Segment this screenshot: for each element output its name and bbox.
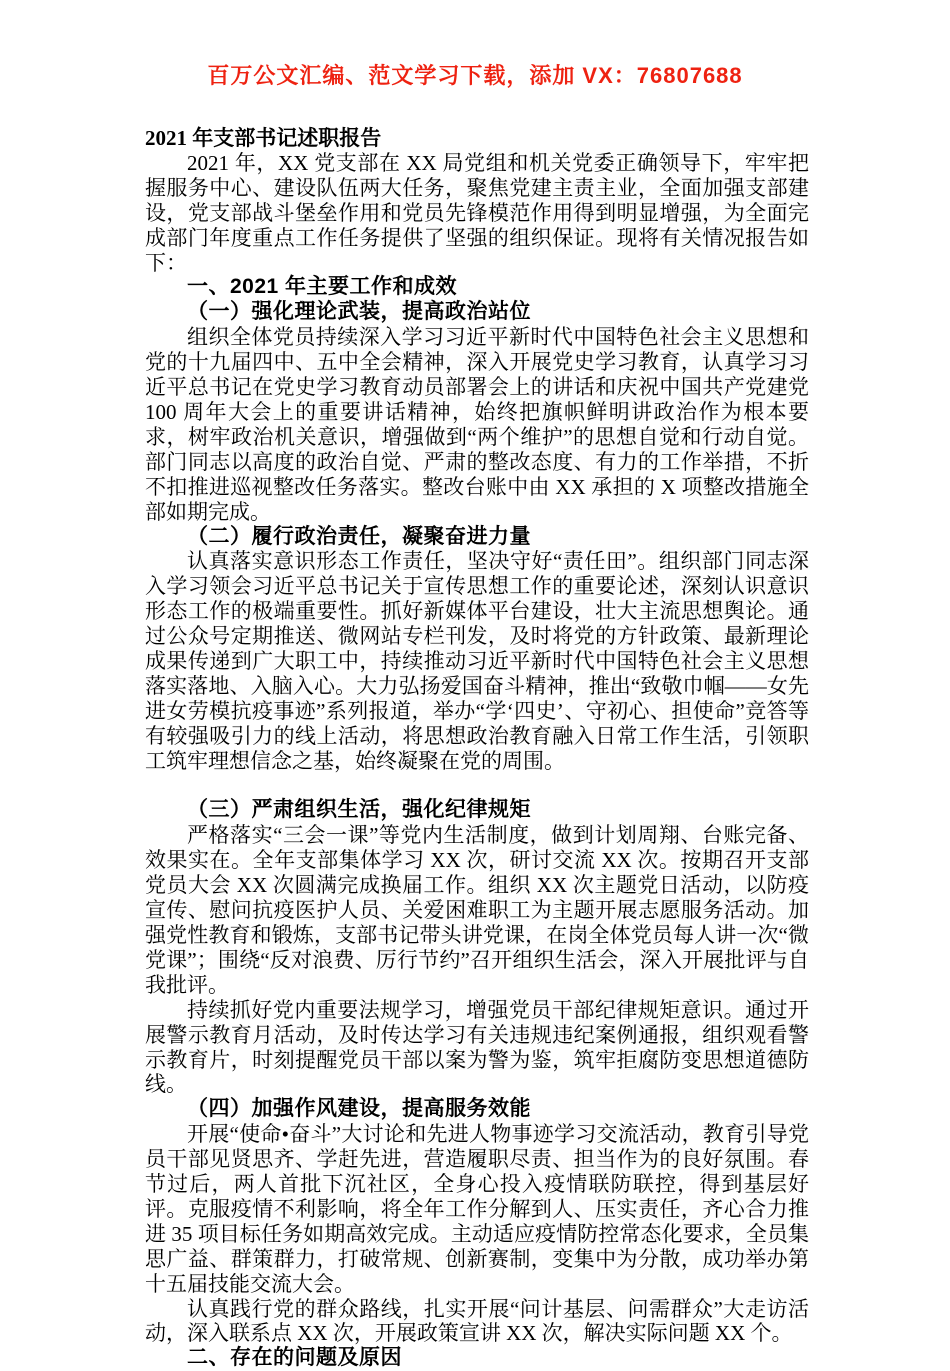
section-heading: （一）强化理论武装，提高政治站位 [187,300,531,324]
promo-banner-text: 百万公文汇编、范文学习下载，添加 VX：76807688 [207,63,743,88]
body-paragraph: 2021 年，XX 党支部在 XX 局党组和机关党委正确领导下，牢牢把握服务中心、建设队伍两大任务，聚焦党建主责主业，全面加强支部建设，党支部战斗堡垒作用和党员先锋模范作用得到明显增强，为全面完成部门年度重点工作任务提供了坚强的组织保证。现将有关情况报告如下： [145,150,809,275]
body-paragraph: 认真践行党的群众路线，扎实开展“问计基层、问需群众”大走访活动，深入联系点 XX 次，开展政策宣讲 XX 次，解决实际问题 XX 个。 [145,1296,809,1346]
section-heading: 一、2021 年主要工作和成效 [187,275,458,299]
body-paragraph: 认真落实意识形态工作责任，坚决守好“责任田”。组织部门同志深入学习领会习近平总书记关于宣传思想工作的重要论述，深刻认识意识形态工作的极端重要性。抓好新媒体平台建设，壮大主流思想舆论。通过公众号定期推送、微网站专栏刊发，及时将党的方针政策、最新理论成果传递到广大职工中，持续推动习近平新时代中国特色社会主义思想落实落地、入脑入心。大力弘扬爱国奋斗精神，推出“致敬巾帼——女先进女劳模抗疫事迹”系列报道，举办“学‘四史’、守初心、担使命”竞答等有较强吸引力的线上活动，将思想政治教育融入日常工作生活，引领职工筑牢理想信念之基，始终凝聚在党的周围。 [145,549,809,773]
body-paragraph: 持续抓好党内重要法规学习，增强党员干部纪律规矩意识。通过开展警示教育月活动，及时传达学习有关违规违纪案例通报，组织观看警示教育片，时刻提醒党员干部以案为警为鉴，筑牢拒腐防变思想道德防线。 [145,997,809,1097]
section-heading: （三）严肃组织生活，强化纪律规矩 [187,798,531,822]
section-heading: 二、存在的问题及原因 [187,1346,402,1370]
body-paragraph: 开展“使命•奋斗”大讨论和先进人物事迹学习交流活动，教育引导党员干部见贤思齐、学赶先进，营造履职尽责、担当作为的良好氛围。春节过后，两人首批下沉社区，全身心投入疫情联防联控，得到基层好评。克服疫情不利影响，将全年工作分解到人、压实责任，齐心合力推进 35 项目标任务如期高效完成。主动适应疫情防控常态化要求，全员集思广益、群策群力，打破常规、创新赛制，变集中为分散，成功举办第十五届技能交流大会。 [145,1122,809,1296]
document-title: 2021 年支部书记述职报告 [145,126,382,150]
body-paragraph: 组织全体党员持续深入学习习近平新时代中国特色社会主义思想和党的十九届四中、五中全会精神，深入开展党史学习教育，认真学习习近平总书记在党史学习教育动员部署会上的讲话和庆祝中国共产党建党 100 周年大会上的重要讲话精神，始终把旗帜鲜明讲政治作为根本要求，树牢政治机关意识，增强做到“两个维护”的思想自觉和行动自觉。部门同志以高度的政治自觉、严肃的整改态度、有力的工作举措，不折不扣推进巡视整改任务落实。整改台账中由 XX 承担的 X 项整改措施全部如期完成。 [145,325,809,524]
section-heading: （二）履行政治责任，凝聚奋进力量 [187,524,531,548]
blank-line [145,774,809,799]
document-body [145,151,809,1371]
section-heading: （四）加强作风建设，提高服务效能 [187,1097,531,1121]
document-content [145,126,809,1371]
body-paragraph: 严格落实“三会一课”等党内生活制度，做到计划周翔、台账完备、效果实在。全年支部集体学习 XX 次，研讨交流 XX 次。按期召开支部党员大会 XX 次圆满完成换届工作。组织 XX 次主题党日活动，以防疫宣传、慰问抗疫医护人员、关爱困难职工为主题开展志愿服务活动。加强党性教育和锻炼，支部书记带头讲党课，在岗全体党员每人讲一次“微党课”；围绕“反对浪费、厉行节约”召开组织生活会，深入开展批评与自我批评。 [145,823,809,997]
